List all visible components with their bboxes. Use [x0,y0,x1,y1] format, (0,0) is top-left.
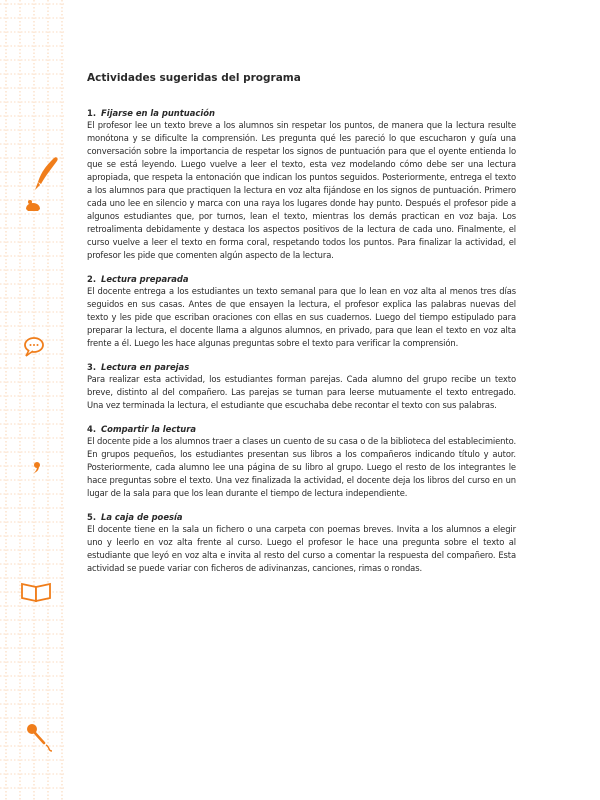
dotted-grid [0,0,64,800]
section-number: 4. [87,424,97,434]
section-body: El profesor lee un texto breve a los alumnos sin respetar los puntos, de manera que la lectura resulte monótona y se dificulte la comprensión. Les pregunta qué les pareció lo que escucharon y guía una conversación sobre la importancia de respetar los signos de puntuación para que el oyente entienda lo que se está leyendo. Luego vuelve a leer el texto, esta vez modelando cómo debe ser una lectura apropiada, que respeta la entonación que indican los puntos seguidos. Posteriormente, entrega el texto a los alumnos para que practiquen la lectura en voz alta fijándose en los signos de puntuación. Primero cada uno lee en silencio y marca con una raya los lugares donde hay punto. Después el profesor pide a algunos estudiantes que, por turnos, lean el texto, mientras los demás practican en voz baja. Los retroalimenta debidamente y destaca los aspectos positivos de la lectura de cada uno. Finalmente, el curso vuelve a leer el texto en forma coral, respetando todos los puntos. Para finalizar la actividad, el profesor les pide que comenten algún aspecto de la lectura. [87,120,516,260]
pen-icon [35,157,58,190]
shell-icon [26,200,40,211]
section-number: 1. [87,108,97,118]
activity-section [87,512,516,575]
activity-section [87,424,516,500]
section-number: 5. [87,512,97,522]
section-title: Lectura en parejas [101,362,190,372]
section-heading [87,512,516,523]
section-heading [87,108,516,119]
section-number: 2. [87,274,97,284]
open-book-icon [22,584,50,601]
section-number: 3. [87,362,97,372]
activity-section [87,362,516,412]
section-title: La caja de poesía [101,512,183,522]
comma-icon [34,462,40,473]
section-title: Lectura preparada [101,274,189,284]
section-body: El docente entrega a los estudiantes un texto semanal para que lo lean en voz alta al menos tres días seguidos en sus casas. Antes de que ensayen la lectura, el profesor explica las palabras nuevas del texto y les pide que escriban oraciones con ellas en sus cuadernos. Luego del tiempo estipulado para preparar la lectura, el docente llama a algunos alumnos, en privado, para que lean el texto en voz alta frente a él. Luego les hace algunas preguntas sobre el texto para verificar la comprensión. [87,286,516,348]
section-title: Fijarse en la puntuación [101,108,215,118]
section-heading [87,274,516,285]
activity-section [87,108,516,262]
document-content [87,72,516,587]
section-body: Para realizar esta actividad, los estudiantes forman parejas. Cada alumno del grupo recibe un texto breve, distinto al del compañero. Las parejas se turnan para leerse mutuamente el texto entregado. Una vez terminada la lectura, el estudiante que escuchaba debe recontar el texto con sus palabras. [87,374,516,410]
speech-bubble-icon [25,338,43,356]
section-body: El docente pide a los alumnos traer a clases un cuento de su casa o de la biblioteca del establecimiento. En grupos pequeños, los estudiantes presentan sus libros a los compañeros indicando título y autor. Posteriormente, cada alumno lee una página de su libro al grupo. Luego el resto de los integrantes le hace preguntas sobre el texto. Una vez finalizada la actividad, el docente deja los libros del curso en un lugar de la sala para que los lean durante el tiempo de lectura independiente. [87,436,517,498]
activity-section [87,274,516,350]
section-body: El docente tiene en la sala un fichero o una carpeta con poemas breves. Invita a los alumnos a elegir uno y leerlo en voz alta frente al curso. Luego el profesor le hace una pregunta sobre el texto al estudiante que leyó en voz alta e invita al resto del curso a comentar la respuesta del compañero. Esta actividad se puede variar con ficheros de adivinanzas, canciones, rimas o rondas. [87,524,516,573]
section-heading [87,362,516,373]
section-title: Compartir la lectura [101,424,197,434]
section-heading [87,424,516,435]
page-title: Actividades sugeridas del programa [87,72,301,84]
decorative-margin [0,0,64,800]
